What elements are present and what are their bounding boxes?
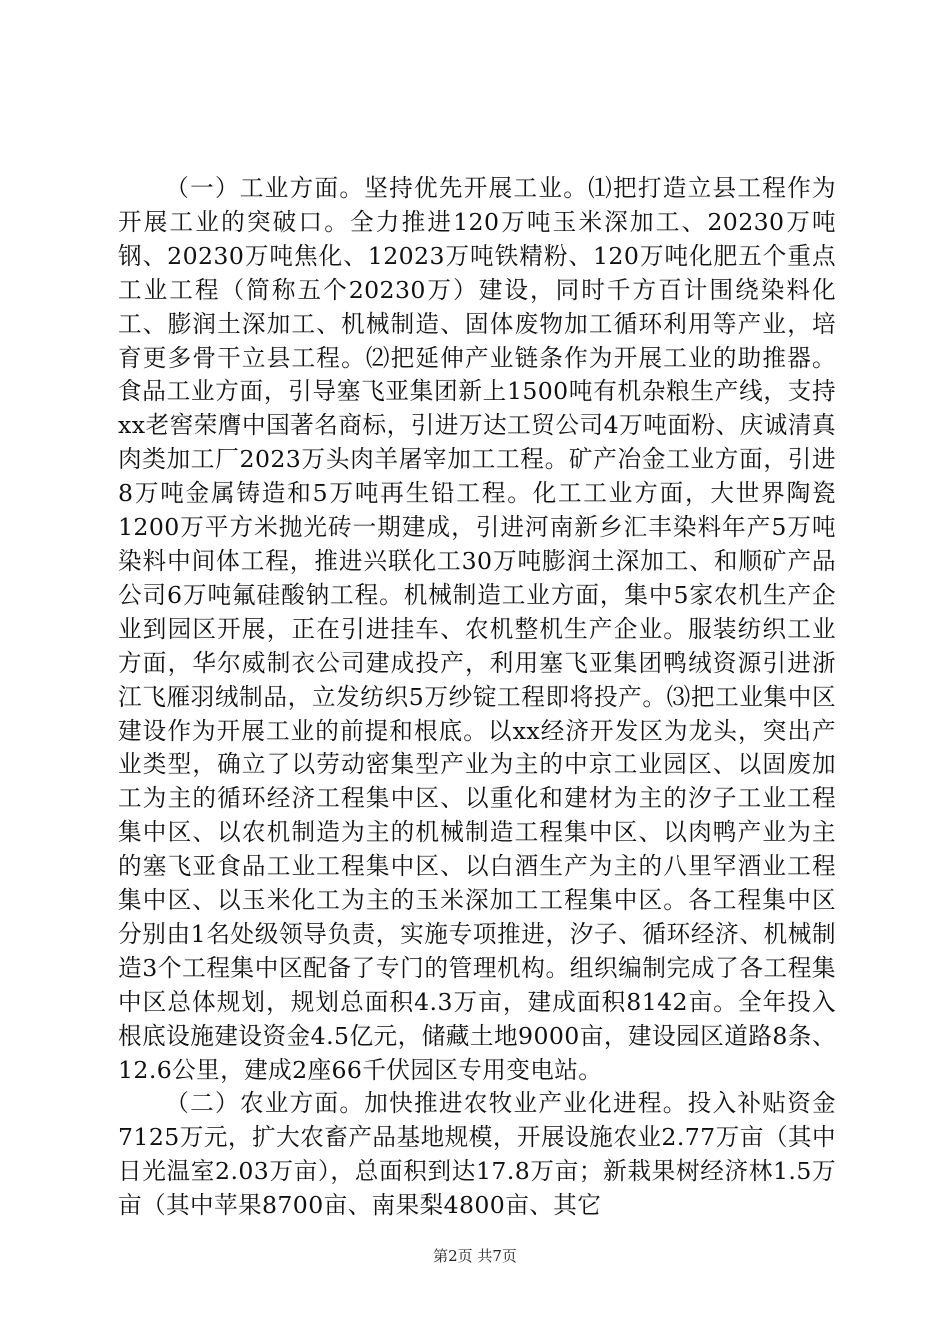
document-body [118, 172, 836, 1223]
paragraph-agriculture: （二）农业方面。加快推进农牧业产业化进程。投入补贴资金7125万元，扩大农畜产品基地规模，开展设施农业2.77万亩（其中日光温室2.03万亩），总面积到达17.8万亩；新栽果树经济林1.5万亩（其中苹果8700亩、南果梨4800亩、其它 [118, 1089, 836, 1220]
page-number-footer: 第2页 共7页 [433, 1247, 517, 1265]
paragraph-industry: （一）工业方面。坚持优先开展工业。⑴把打造立县工程作为开展工业的突破口。全力推进120万吨玉米深加工、20230万吨钢、20230万吨焦化、12023万吨铁精粉、120万吨化肥五个重点工业工程（简称五个20230万）建设，同时千方百计围绕染料化工、膨润土深加工、机械制造、固体废物加工循环利用等产业，培育更多骨干立县工程。⑵把延伸产业链条作为开展工业的助推器。食品工业方面，引导塞飞亚集团新上1500吨有机杂粮生产线，支持xx老窖荣膺中国著名商标，引进万达工贸公司4万吨面粉、庆诚清真肉类加工厂2023万头肉羊屠宰加工工程。矿产冶金工业方面，引进8万吨金属铸造和5万吨再生铅工程。化工工业方面，大世界陶瓷1200万平方米抛光砖一期建成，引进河南新乡汇丰染料年产5万吨染料中间体工程，推进兴联化工30万吨膨润土深加工、和顺矿产品公司6万吨氟硅酸钠工程。机械制造工业方面，集中5家农机生产企业到园区开展，正在引进挂车、农机整机生产企业。服装纺织工业方面，华尔威制衣公司建成投产，利用塞飞亚集团鸭绒资源引进浙江飞雁羽绒制品，立发纺织5万纱锭工程即将投产。⑶把工业集中区建设作为开展工业的前提和根底。以xx经济开发区为龙头，突出产业类型，确立了以劳动密集型产业为主的中京工业园区、以固废加工为主的循环经济工程集中区、以重化和建材为主的汐子工业工程集中区、以农机制造为主的机械制造工程集中区、以肉鸭产业为主的塞飞亚食品工业工程集中区、以白酒生产为主的八里罕酒业工程集中区、以玉米化工为主的玉米深加工工程集中区。各工程集中区分别由1名处级领导负责，实施专项推进，汐子、循环经济、机械制造3个工程集中区配备了专门的管理机构。组织编制完成了各工程集中区总体规划，规划总面积4.3万亩，建成面积8142亩。全年投入根底设施建设资金4.5亿元，储藏土地9000亩，建设园区道路8条、12.6公里，建成2座66千伏园区专用变电站。 [118, 174, 836, 1084]
